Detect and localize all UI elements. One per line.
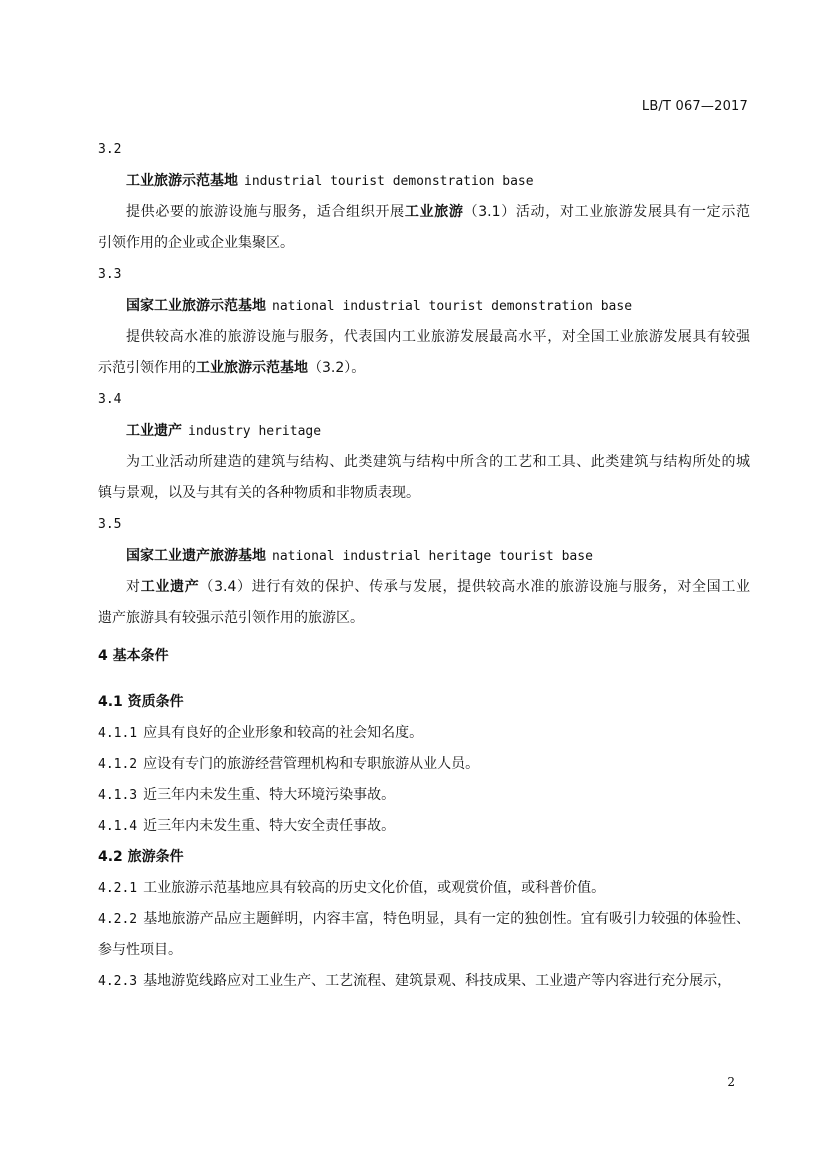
clause-text: 工业旅游示范基地应具有较高的历史文化价值，或观赏价值，或科普价值。 xyxy=(143,880,606,896)
clause-number: 4.2.2 xyxy=(98,912,138,927)
definition-cross-ref: 工业旅游示范基地 xyxy=(196,360,308,376)
term-heading xyxy=(98,545,750,567)
term-en: national industrial heritage tourist base xyxy=(272,549,593,564)
clause-line: 参与性项目。 xyxy=(98,942,182,958)
term-zh: 国家工业遗产旅游基地 xyxy=(126,548,266,564)
definition-line: 为工业活动所建造的建筑与结构、此类建筑与结构中所含的工艺和工具、此类建筑与结构所处的城 xyxy=(126,454,750,470)
term-number: 3.3 xyxy=(98,267,122,282)
clause-number: 4.1.2 xyxy=(98,757,138,772)
page-content xyxy=(98,139,750,1001)
term-number: 3.2 xyxy=(98,142,122,157)
term-definition xyxy=(98,576,750,629)
term-definition xyxy=(98,451,750,504)
clause xyxy=(98,722,750,744)
term-number: 3.4 xyxy=(98,392,122,407)
clause-number: 4.2.1 xyxy=(98,881,138,896)
definition-text: 提供必要的旅游设施与服务，适合组织开展 xyxy=(126,204,405,220)
clause xyxy=(98,908,750,961)
clause-text: 近三年内未发生重、特大环境污染事故。 xyxy=(143,787,396,803)
clause xyxy=(98,753,750,775)
term-definition xyxy=(98,201,750,254)
definition-text: 示范引领作用的 xyxy=(98,360,196,376)
clause-text: 基地游览线路应对工业生产、工艺流程、建筑景观、科技成果、工业遗产等内容进行充分展示， xyxy=(143,973,732,989)
clause-number: 4.1.3 xyxy=(98,788,138,803)
definition-line: 引领作用的企业或企业集聚区。 xyxy=(98,235,294,251)
term-definition xyxy=(98,326,750,379)
definition-line xyxy=(98,357,750,379)
clause-number: 4.2.3 xyxy=(98,974,138,989)
clause-number: 4.1.4 xyxy=(98,819,138,834)
definition-cross-ref: 工业遗产 xyxy=(140,579,200,595)
clause-text: 应具有良好的企业形象和较高的社会知名度。 xyxy=(143,725,424,741)
term-en: industry heritage xyxy=(188,424,322,439)
definition-text: 对 xyxy=(126,579,141,595)
definition-line: 遗产旅游具有较强示范引领作用的旅游区。 xyxy=(98,610,364,626)
term-en: industrial tourist demonstration base xyxy=(244,174,534,189)
clause xyxy=(98,815,750,837)
term-en: national industrial tourist demonstration base xyxy=(272,299,633,314)
term-zh: 工业旅游示范基地 xyxy=(126,173,238,189)
clause-text: 应设有专门的旅游经营管理机构和专职旅游从业人员。 xyxy=(143,756,480,772)
clause xyxy=(98,784,750,806)
section-title: 4.2 旅游条件 xyxy=(98,849,184,865)
term-number: 3.5 xyxy=(98,517,122,532)
definition-line xyxy=(98,576,750,598)
term-heading xyxy=(98,295,750,317)
definition-cross-ref: 工业旅游 xyxy=(404,204,464,220)
chapter-title: 4 基本条件 xyxy=(98,648,169,664)
definition-text: （3.1）活动，对工业旅游发展具有一定示范 xyxy=(463,204,751,220)
definition-text: （3.4）进行有效的保护、传承与发展，提供较高水准的旅游设施与服务，对全国工业 xyxy=(199,579,751,595)
definition-line: 镇与景观，以及与其有关的各种物质和非物质表现。 xyxy=(98,485,420,501)
definition-line xyxy=(98,201,750,223)
clause-line xyxy=(98,908,750,930)
section-title: 4.1 资质条件 xyxy=(98,694,184,710)
clause-text: 基地旅游产品应主题鲜明，内容丰富，特色明显，具有一定的独创性。宜有吸引力较强的体验性、 xyxy=(143,911,750,927)
definition-text: （3.2）。 xyxy=(308,360,366,376)
term-heading xyxy=(98,170,750,192)
definition-line: 提供较高水准的旅游设施与服务，代表国内工业旅游发展最高水平，对全国工业旅游发展具有较强 xyxy=(126,329,750,345)
term-zh: 国家工业旅游示范基地 xyxy=(126,298,266,314)
term-heading xyxy=(98,420,750,442)
term-zh: 工业遗产 xyxy=(126,423,182,439)
clause xyxy=(98,970,750,992)
clause-number: 4.1.1 xyxy=(98,726,138,741)
clause xyxy=(98,877,750,899)
standard-number: LB/T 067—2017 xyxy=(641,99,748,114)
clause-text: 近三年内未发生重、特大安全责任事故。 xyxy=(143,818,396,834)
page-number: 2 xyxy=(727,1075,735,1089)
